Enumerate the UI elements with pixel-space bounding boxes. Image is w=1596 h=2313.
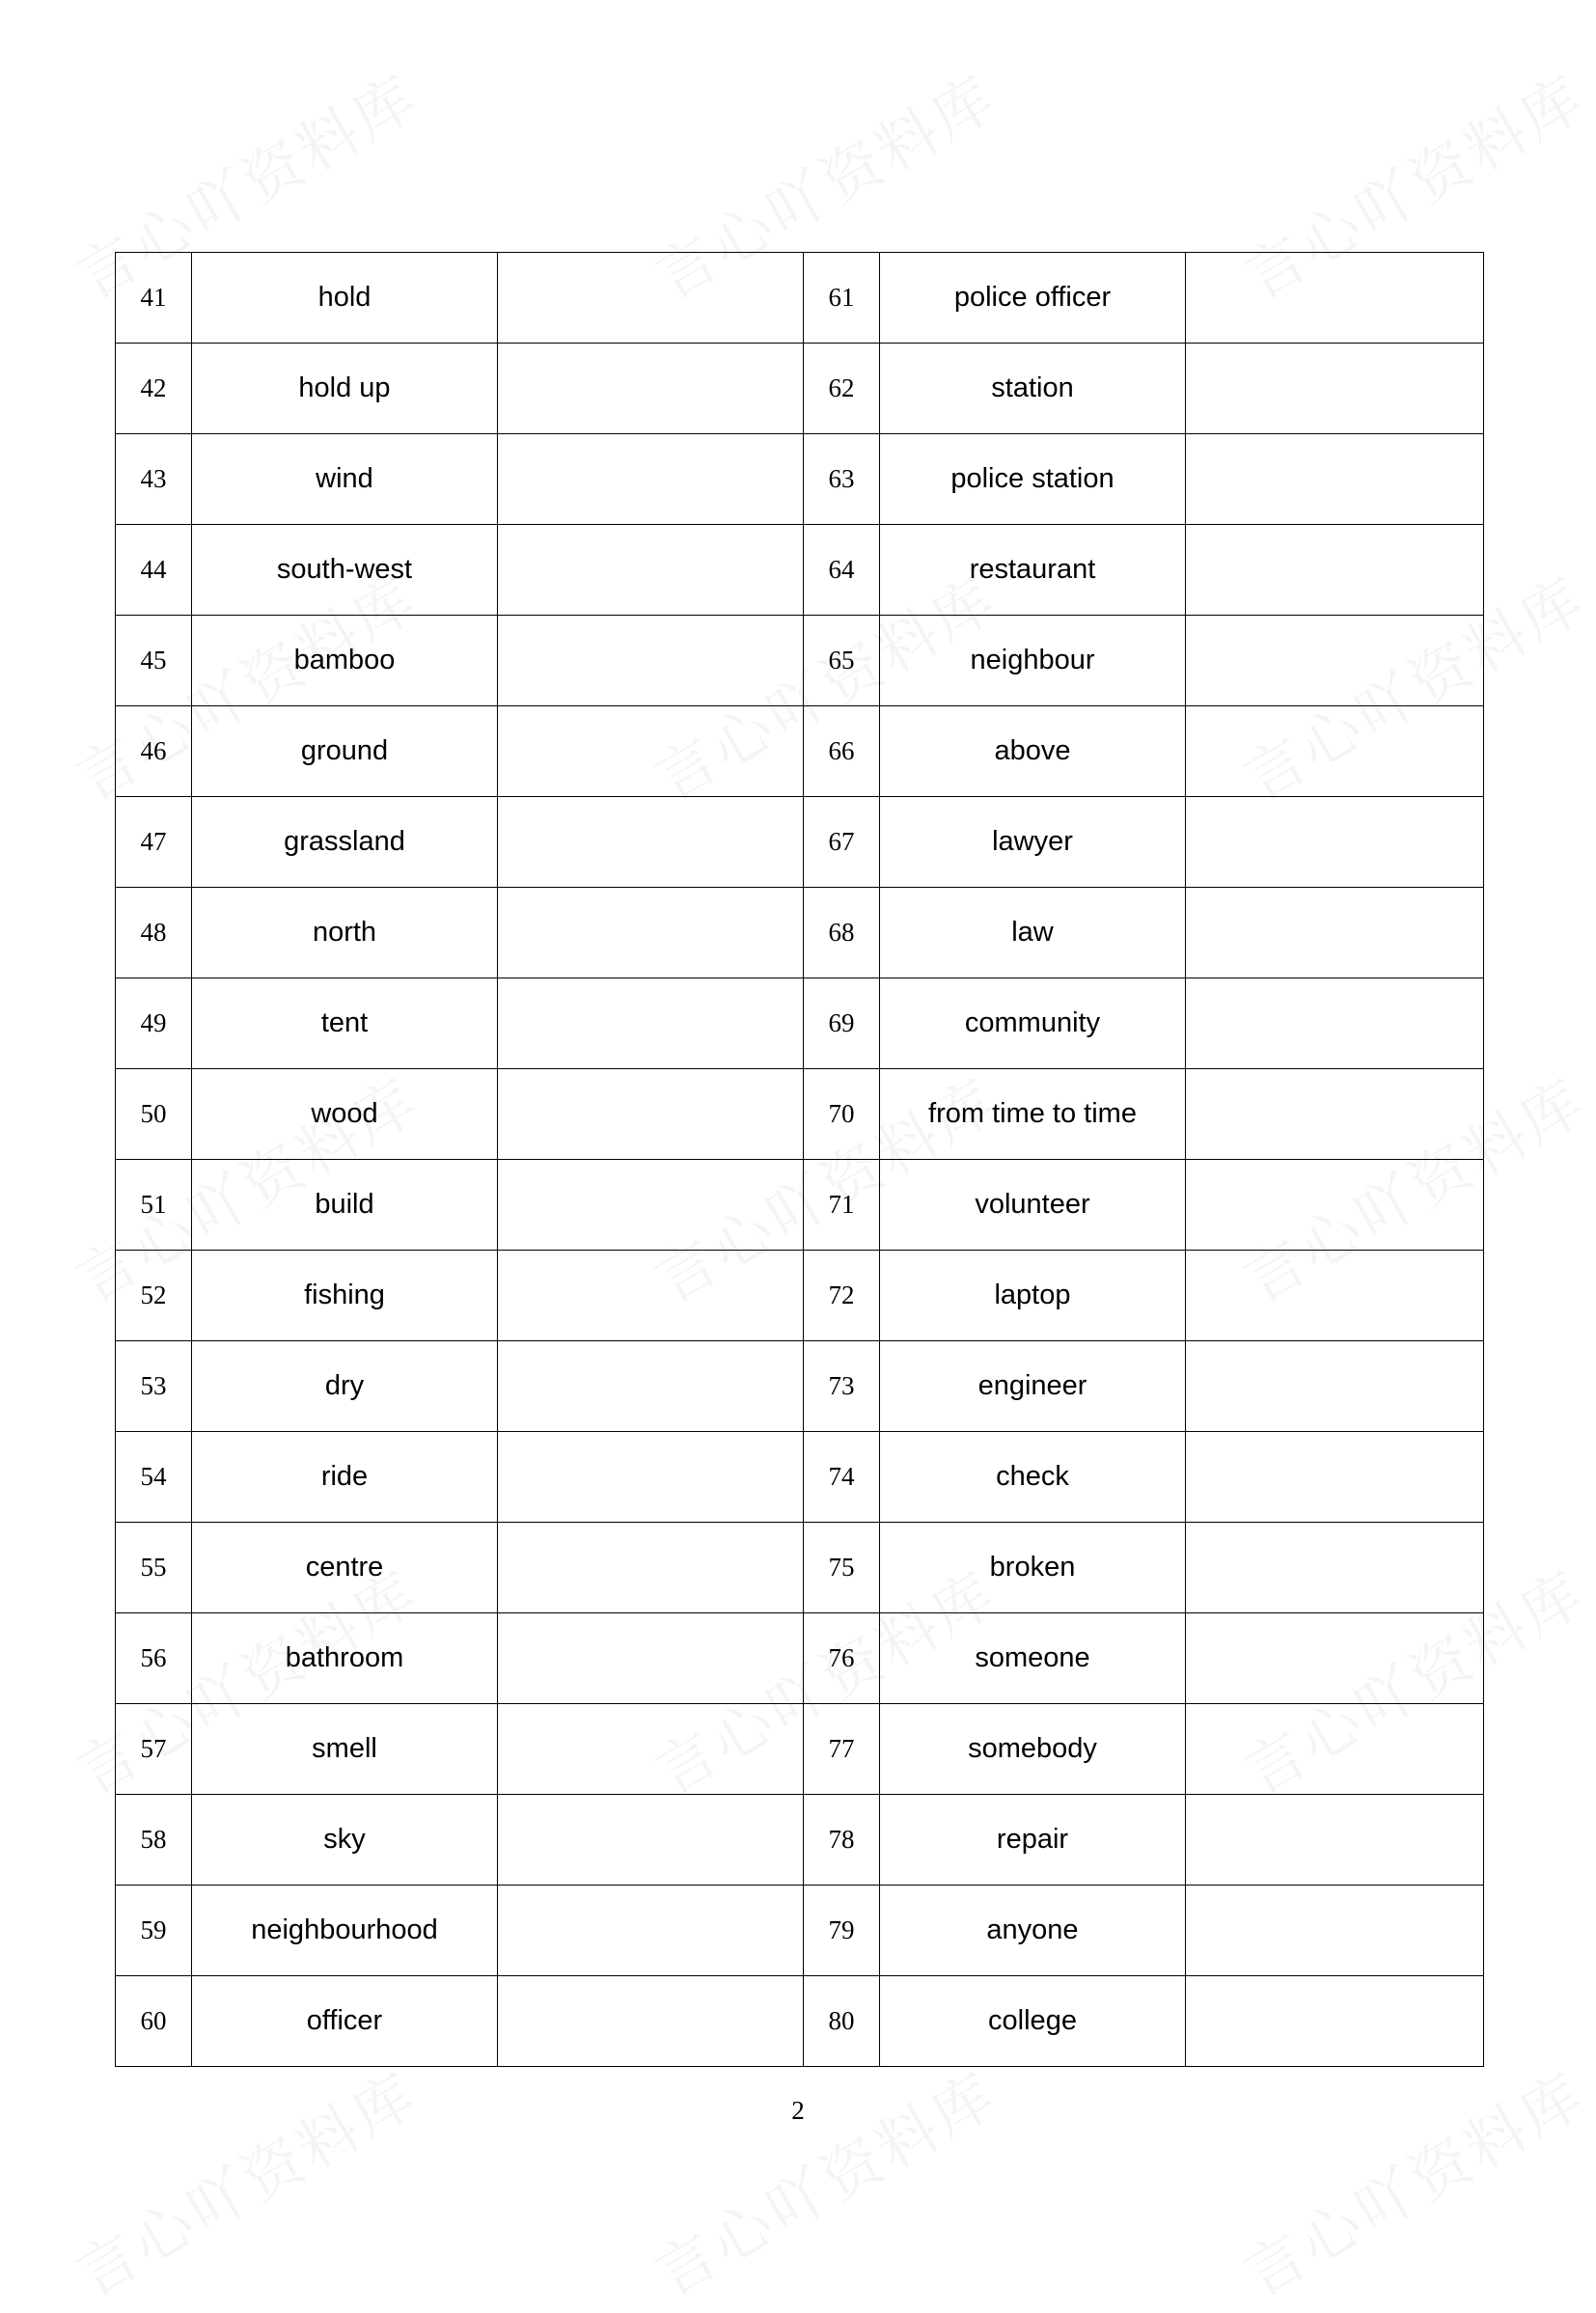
left-word-cell: fishing [192, 1251, 498, 1341]
right-number-cell: 61 [804, 253, 880, 344]
left-word-cell: ride [192, 1432, 498, 1523]
left-word-cell: dry [192, 1341, 498, 1432]
left-word-cell: bamboo [192, 616, 498, 706]
left-number-cell: 44 [116, 525, 192, 616]
right-word-cell: station [880, 344, 1186, 434]
right-number-cell: 65 [804, 616, 880, 706]
table-row [116, 344, 1484, 434]
right-word-cell: above [880, 706, 1186, 797]
left-word-cell: wind [192, 434, 498, 525]
left-answer-cell[interactable] [498, 434, 804, 525]
left-word-cell: hold [192, 253, 498, 344]
right-word-cell: laptop [880, 1251, 1186, 1341]
left-word-cell: south-west [192, 525, 498, 616]
table-row [116, 434, 1484, 525]
right-answer-cell[interactable] [1186, 888, 1484, 978]
table-row [116, 797, 1484, 888]
left-answer-cell[interactable] [498, 253, 804, 344]
left-word-cell: grassland [192, 797, 498, 888]
right-answer-cell[interactable] [1186, 1523, 1484, 1613]
right-word-cell: engineer [880, 1341, 1186, 1432]
left-answer-cell[interactable] [498, 978, 804, 1069]
right-number-cell: 72 [804, 1251, 880, 1341]
right-answer-cell[interactable] [1186, 706, 1484, 797]
left-word-cell: ground [192, 706, 498, 797]
left-answer-cell[interactable] [498, 1886, 804, 1976]
watermark-text [637, 2048, 1010, 2313]
left-answer-cell[interactable] [498, 1613, 804, 1704]
left-answer-cell[interactable] [498, 1341, 804, 1432]
left-number-cell: 58 [116, 1795, 192, 1886]
right-answer-cell[interactable] [1186, 1341, 1484, 1432]
right-word-cell: volunteer [880, 1160, 1186, 1251]
left-number-cell: 45 [116, 616, 192, 706]
left-answer-cell[interactable] [498, 1251, 804, 1341]
left-number-cell: 60 [116, 1976, 192, 2067]
left-word-cell: build [192, 1160, 498, 1251]
left-word-cell: wood [192, 1069, 498, 1160]
left-answer-cell[interactable] [498, 525, 804, 616]
right-word-cell: neighbour [880, 616, 1186, 706]
left-number-cell: 47 [116, 797, 192, 888]
right-number-cell: 63 [804, 434, 880, 525]
table-row [116, 1069, 1484, 1160]
left-word-cell: sky [192, 1795, 498, 1886]
table-row [116, 1976, 1484, 2067]
table-row [116, 1341, 1484, 1432]
left-number-cell: 41 [116, 253, 192, 344]
left-number-cell: 55 [116, 1523, 192, 1613]
right-number-cell: 78 [804, 1795, 880, 1886]
right-number-cell: 69 [804, 978, 880, 1069]
right-answer-cell[interactable] [1186, 1795, 1484, 1886]
right-word-cell: restaurant [880, 525, 1186, 616]
right-number-cell: 74 [804, 1432, 880, 1523]
right-answer-cell[interactable] [1186, 344, 1484, 434]
right-word-cell: college [880, 1976, 1186, 2067]
table-row [116, 1613, 1484, 1704]
vocabulary-table-body [116, 253, 1484, 2067]
right-word-cell: somebody [880, 1704, 1186, 1795]
right-word-cell: check [880, 1432, 1186, 1523]
left-answer-cell[interactable] [498, 1523, 804, 1613]
watermark-text [58, 2048, 431, 2313]
right-word-cell: repair [880, 1795, 1186, 1886]
right-number-cell: 80 [804, 1976, 880, 2067]
right-number-cell: 64 [804, 525, 880, 616]
right-answer-cell[interactable] [1186, 797, 1484, 888]
right-answer-cell[interactable] [1186, 1069, 1484, 1160]
left-word-cell: centre [192, 1523, 498, 1613]
left-number-cell: 53 [116, 1341, 192, 1432]
left-answer-cell[interactable] [498, 1704, 804, 1795]
left-number-cell: 48 [116, 888, 192, 978]
right-word-cell: lawyer [880, 797, 1186, 888]
left-answer-cell[interactable] [498, 797, 804, 888]
left-word-cell: hold up [192, 344, 498, 434]
left-number-cell: 57 [116, 1704, 192, 1795]
table-row [116, 978, 1484, 1069]
right-number-cell: 68 [804, 888, 880, 978]
right-number-cell: 71 [804, 1160, 880, 1251]
left-answer-cell[interactable] [498, 1160, 804, 1251]
right-number-cell: 75 [804, 1523, 880, 1613]
left-word-cell: north [192, 888, 498, 978]
left-number-cell: 50 [116, 1069, 192, 1160]
vocabulary-table [115, 252, 1484, 2067]
right-answer-cell[interactable] [1186, 1613, 1484, 1704]
right-number-cell: 62 [804, 344, 880, 434]
left-number-cell: 56 [116, 1613, 192, 1704]
left-answer-cell[interactable] [498, 616, 804, 706]
right-number-cell: 76 [804, 1613, 880, 1704]
right-word-cell: police station [880, 434, 1186, 525]
table-row [116, 1704, 1484, 1795]
right-answer-cell[interactable] [1186, 1704, 1484, 1795]
table-row [116, 1251, 1484, 1341]
left-number-cell: 54 [116, 1432, 192, 1523]
right-word-cell: from time to time [880, 1069, 1186, 1160]
left-number-cell: 52 [116, 1251, 192, 1341]
left-answer-cell[interactable] [498, 344, 804, 434]
right-word-cell: broken [880, 1523, 1186, 1613]
table-row [116, 253, 1484, 344]
left-answer-cell[interactable] [498, 1432, 804, 1523]
table-row [116, 616, 1484, 706]
right-answer-cell[interactable] [1186, 978, 1484, 1069]
vocabulary-sheet [115, 252, 1483, 2067]
right-answer-cell[interactable] [1186, 1251, 1484, 1341]
right-answer-cell[interactable] [1186, 1976, 1484, 2067]
right-number-cell: 67 [804, 797, 880, 888]
left-number-cell: 59 [116, 1886, 192, 1976]
right-answer-cell[interactable] [1186, 1432, 1484, 1523]
right-word-cell: someone [880, 1613, 1186, 1704]
left-word-cell: officer [192, 1976, 498, 2067]
left-number-cell: 49 [116, 978, 192, 1069]
page-number: 2 [791, 2096, 805, 2125]
right-word-cell: law [880, 888, 1186, 978]
table-row [116, 1795, 1484, 1886]
table-row [116, 1886, 1484, 1976]
table-row [116, 1432, 1484, 1523]
left-answer-cell[interactable] [498, 1795, 804, 1886]
left-number-cell: 42 [116, 344, 192, 434]
right-word-cell: community [880, 978, 1186, 1069]
right-number-cell: 79 [804, 1886, 880, 1976]
table-row [116, 888, 1484, 978]
left-word-cell: bathroom [192, 1613, 498, 1704]
right-answer-cell[interactable] [1186, 434, 1484, 525]
left-answer-cell[interactable] [498, 1976, 804, 2067]
left-number-cell: 46 [116, 706, 192, 797]
left-number-cell: 43 [116, 434, 192, 525]
table-row [116, 706, 1484, 797]
table-row [116, 525, 1484, 616]
left-answer-cell[interactable] [498, 706, 804, 797]
right-word-cell: police officer [880, 253, 1186, 344]
right-answer-cell[interactable] [1186, 616, 1484, 706]
right-number-cell: 70 [804, 1069, 880, 1160]
right-answer-cell[interactable] [1186, 525, 1484, 616]
watermark-text [1225, 2048, 1596, 2313]
right-word-cell: anyone [880, 1886, 1186, 1976]
left-answer-cell[interactable] [498, 1069, 804, 1160]
left-word-cell: smell [192, 1704, 498, 1795]
right-answer-cell[interactable] [1186, 1886, 1484, 1976]
right-number-cell: 77 [804, 1704, 880, 1795]
left-word-cell: tent [192, 978, 498, 1069]
right-answer-cell[interactable] [1186, 1160, 1484, 1251]
right-answer-cell[interactable] [1186, 253, 1484, 344]
table-row [116, 1523, 1484, 1613]
left-word-cell: neighbourhood [192, 1886, 498, 1976]
right-number-cell: 73 [804, 1341, 880, 1432]
left-answer-cell[interactable] [498, 888, 804, 978]
right-number-cell: 66 [804, 706, 880, 797]
table-row [116, 1160, 1484, 1251]
left-number-cell: 51 [116, 1160, 192, 1251]
